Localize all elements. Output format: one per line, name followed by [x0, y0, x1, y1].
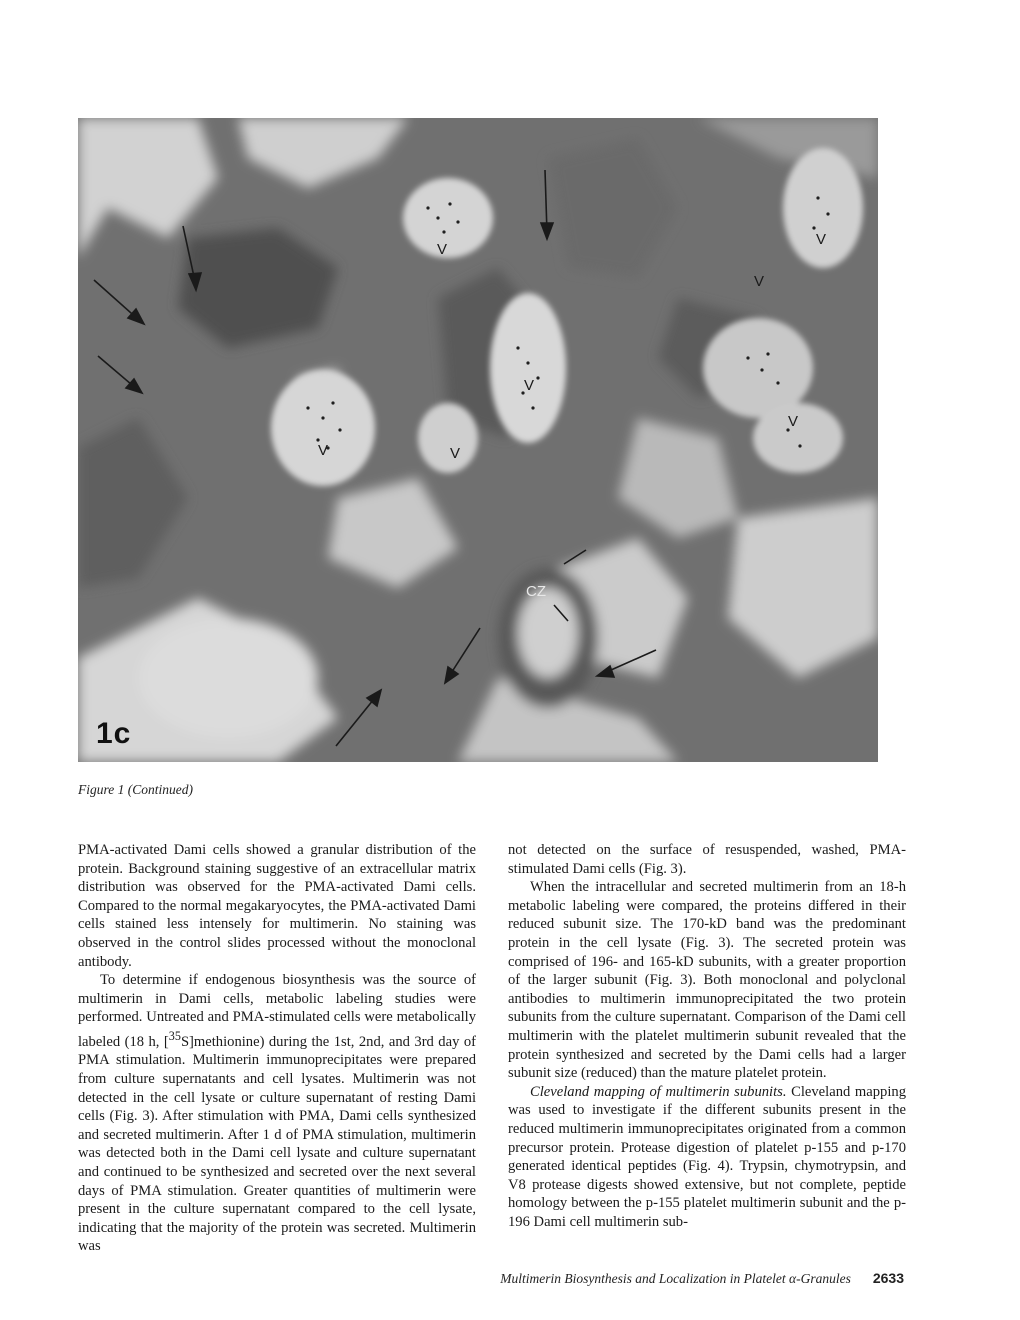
panel-label: 1c [96, 717, 132, 750]
paragraph: PMA-activated Dami cells showed a granular distribution of the protein. Background staining suggestive of an extracellular matrix distribution was observed for the PMA-activated Dami cells. Compared to the normal megakaryocytes, the PMA-activated Dami cells stained less intensely for multimerin. No staining was observed in the control slides processed without the monoclonal antibody. [78, 842, 476, 970]
vesicle-label: V [437, 241, 448, 258]
text-run: Cleveland mapping was used to investigate if the different subunits present in the reduced multimerin immunoprecipitates originated from a common precursor protein. Protease digestion of platelet p-155 and p-170 generated identical peptides (Fig. 4). Trypsin, chymotrypsin, and V8 protease digests showed extensive, but not complete, peptide homology between the p-155 platelet multimerin subunit and the p-196 Dami cell multimerin sub- [508, 1083, 906, 1230]
micrograph-image [78, 118, 878, 762]
paragraph: not detected on the surface of resuspended, washed, PMA-stimulated Dami cells (Fig. 3). [508, 842, 906, 877]
paragraph: When the intracellular and secreted multimerin from an 18-h metabolic labeling were compared, the proteins differed in their reduced subunit size. The 170-kD band was the predominant protein in the cell lysate (Fig. 3). The secreted protein was comprised of 196- and 165-kD subunits, with a greater proportion of the larger subunit (Fig. 3). Both monoclonal and polyclonal antibodies to multimerin immunoprecipitated the two protein subunits from the culture supernatant. Comparison of the Dami cell multimerin with the platelet multimerin subunit revealed that the protein synthesized and secreted by the Dami cells had a larger subunit size (reduced) than the mature platelet protein. [508, 879, 906, 1082]
vesicle-label: V [450, 445, 461, 462]
vesicle-label: V [788, 413, 799, 430]
vesicle-label: V [318, 442, 329, 459]
vesicle-label: V [816, 231, 827, 248]
right-column [508, 841, 906, 1231]
vesicle-label: V [524, 377, 535, 394]
text-run: S]methionine) during the 1st, 2nd, and 3rd day of PMA stimulation. Multimerin immunoprecipitates were prepared from culture supernatants and cell lysates. Multimerin was not detected in the cell lysate or culture supernatant of resting Dami cells (Fig. 3). After stimulation with PMA, Dami cells synthesized and secreted multimerin. After 1 d of PMA stimulation, multimerin was detected both in the Dami cell lysate and culture supernatant and continued to be synthesized and secreted over the next several days of PMA stimulation. Greater quantities of multimerin were present in the culture supernatant compared to the cell lysate, indicating that the majority of the protein was secreted. Multimerin was [78, 1033, 476, 1255]
vesicle-label: V [754, 273, 765, 290]
running-footer [78, 1270, 904, 1287]
page-number: 2633 [872, 1270, 904, 1286]
left-column [78, 841, 476, 1256]
paragraph [78, 971, 476, 1256]
paragraph [508, 1083, 906, 1232]
cz-label: CZ [526, 583, 546, 600]
electron-micrograph [78, 118, 878, 762]
figure-caption: Figure 1 (Continued) [78, 782, 193, 797]
superscript: 35 [168, 1028, 181, 1043]
section-heading: Cleveland mapping of multimerin subunits. [530, 1083, 787, 1100]
running-title: Multimerin Biosynthesis and Localization in Platelet α-Granules [500, 1271, 851, 1286]
text-run: To determine if endogenous biosynthesis was the source of multimerin in Dami cells, metabolic labeling studies were performed. Untreated and PMA-stimulated cells were metabolically labeled (18 h, [ [78, 972, 476, 1050]
